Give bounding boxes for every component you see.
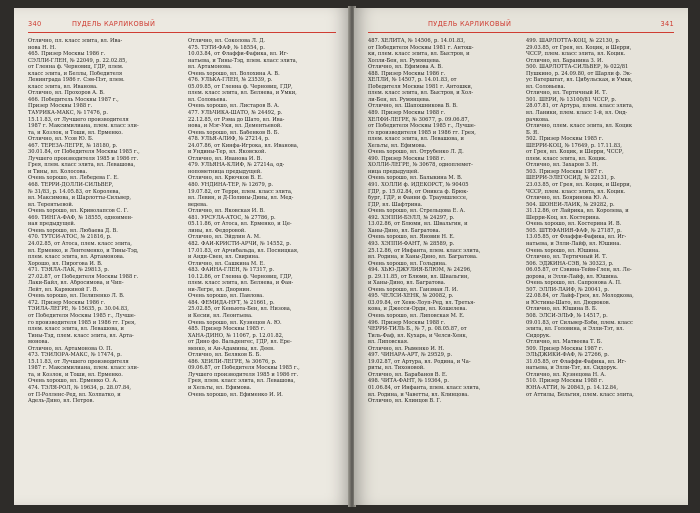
text-line: вл. Родина, и Чаветты, вл. Клинцова.	[368, 391, 469, 398]
text-line: 15.11.83, от Лучшего производителя	[28, 358, 129, 365]
text-line: 468. ТЕРРИ-ДОЛЛИ-СИЛЬВЕР,	[28, 182, 114, 189]
text-line: ЭЛЬДЖИКИ-ФАФ, № 27266, р.	[526, 352, 610, 359]
text-line: класс элита, и Беллы, Победителя	[28, 70, 123, 77]
text-line: 1987 г. Максимилиана, плем. класс эли-	[28, 365, 139, 372]
text-line: от Аттилы, Бельгия, плем. класс элита,	[526, 391, 634, 398]
text-line: Б. Я.	[526, 129, 539, 136]
text-line: натьева, и Элли-Тэт, вл. Сидорук.	[526, 365, 618, 372]
text-line: плем. класс элита, вл. Беляева, и Фан-	[188, 280, 294, 287]
text-line: Отлично, вл. Баранина З. И.	[526, 57, 604, 64]
text-line: Отлично, вл. Иванова И. В.	[188, 155, 263, 162]
text-line: ХЕЛЛИ, № 14507, р. 14.01.83, от	[368, 77, 457, 84]
text-line: 471. ТЭЯЛА-ЛАК, № 29813, р.	[28, 267, 109, 274]
text-line: ус Ватерштат, вл. Цибульская, и Умки,	[526, 77, 633, 84]
text-line: лины, вл. Федоровой.	[188, 227, 246, 234]
text-line: натьева, и Тины-Тэд, плем. класс элита,	[188, 57, 298, 64]
left-page-text	[28, 38, 336, 499]
text-line: 502. Призер Москвы 1985 г.	[526, 136, 604, 143]
text-line: вл. Липовская.	[368, 339, 409, 346]
text-line: 15.11.83, от Лучшего производителя	[28, 116, 129, 123]
text-line: Очень хорошо, вл. Отрубенко Л. Д.	[368, 149, 464, 156]
text-line: Отлично, вл. Усов Ю. Б.	[28, 136, 94, 143]
text-line: Очень хорошо, вл. Криволапсов С. Г.	[28, 208, 129, 215]
text-line: ХЕЛФИ-ЛЕГРЕ, № 30677, р. 09.06.87,	[368, 116, 470, 123]
right-page-number: 341	[660, 20, 674, 28]
text-line: Очень хорошо, вл. Кузнецов А. Ю.	[188, 319, 282, 326]
text-line: 13.05.85, от Флаффи-Фафика, вл. Иг-	[526, 234, 627, 241]
text-line: Очень хорошо, вл. Липовская М. Е.	[368, 312, 465, 319]
text-line: Отлично, вл. Клинцов В. Г.	[368, 398, 442, 405]
text-line: вл. Соловьева.	[188, 96, 228, 103]
text-line: Ханы-Дино, вл. Багратова.	[368, 227, 441, 234]
text-line: Адель-Дино, вл. Петров.	[28, 398, 95, 405]
text-line: Очень хорошо, вл. Любаева Д. В.	[28, 227, 118, 234]
text-line: 29.03.85, от Грея, вл. Коцик, и Шерри,	[526, 44, 632, 51]
text-line: Грея, плем. класс элита, вл. Левашова,	[188, 378, 296, 385]
text-line: Отлично, вл. Яковская И. В.	[188, 208, 265, 215]
text-line: и Анди-Свен, вл. Свирина.	[188, 254, 260, 261]
text-line: 501. ШЕРИ, № 13100/81 ЧССР, р.	[526, 96, 617, 103]
text-line: Грея, плем. класс элита, вл. Левашова,	[28, 162, 136, 169]
text-line: ХАНА-ДИНО, № 11067, р. 12.01.82,	[188, 332, 284, 339]
text-line: плем. класс элита, вл. Левашова, и	[368, 136, 464, 143]
text-line: от Грея, вл. Коцик, и Шерри, ЧССР,	[526, 149, 624, 156]
text-line: 03.09.84, от Хенк-Лоуп-Ред, вл. Третья-	[368, 299, 476, 306]
text-line: Отлично, пл. класс элита, вл. Ива-	[28, 38, 123, 44]
text-line: 17.01.83, от Арчибальда, вл. Посницкая,	[188, 247, 299, 254]
text-line: плем. класс элита, вл. Быстров, и Хол-	[368, 90, 474, 97]
text-line: 469. ТИНГА-ФАФ, № 18555, одноимен-	[28, 214, 133, 221]
text-line: Очень хорошо, вл. Стрельцова Е. А.	[368, 208, 466, 215]
text-line: Лучшего производителя 1985 и 1986 гг.	[188, 371, 299, 378]
text-line: 486. ХЕЙЛИ-ЛЕГРЕ, № 30676, р.	[188, 358, 277, 365]
text-line: 472. Призер Москвы 1986 г.	[28, 299, 106, 306]
text-line: 31.05.85, от Флаффи-Фафика, вл. Иг-	[526, 358, 627, 365]
text-line: го производителя 1985 и 1986 гг. Грея,	[368, 129, 476, 136]
text-line: та, и Козлок, и Тоши, вл. Ерменко.	[28, 371, 123, 378]
text-line: № 31/83, р. 14.05.83, от Королева,	[28, 188, 121, 195]
text-line: Отлично, вл. Бояринова Ю. А.	[526, 195, 609, 202]
text-line: Очень хорошо, вл. Пелипенко Л. В.	[28, 293, 125, 300]
text-line: кова, и Джесси-Орди, вл. Кошелева.	[368, 306, 468, 313]
text-line: от Гленна ф. Черновиц, ГДР, плем.	[28, 64, 124, 71]
text-line: 499. ШАРЛОТТА-КОЦ, № 22130, р.	[526, 38, 621, 44]
text-line: Сидорук.	[526, 332, 551, 339]
text-line: 483. ФАЙНА-ГЛЕН, № 17317, р.	[188, 267, 275, 274]
text-line: 493. ХЭППИ-ФАНТ, № 28589, р.	[368, 240, 455, 247]
text-line: р. 29.11.85, от Блюми, вл. Швальгин,	[368, 273, 470, 280]
text-line: 470. ТУТСИ-АТОС, № 21816, р.	[28, 234, 112, 241]
text-line: ЧЕРРИ-ТИЛЬ Б., № 7, р. 08.05.87, от	[368, 326, 467, 333]
text-line: 506. ЭДЖИНА-СЭВ, № 30323, р.	[526, 260, 614, 267]
left-page	[14, 8, 350, 505]
text-line: Лучшего производителя 1985 и 1986 гг.	[28, 155, 139, 162]
text-line: менко, и Ан-Адамины, вл. Деев.	[188, 345, 275, 352]
text-line: бург, ГДР, и Фанни ф. Траумшлессе,	[368, 195, 468, 202]
text-line: Очень хорошо, вл. Ефименко И. И.	[188, 391, 283, 398]
text-line: ни-Легре, вл. Дворнин.	[188, 286, 252, 293]
text-line: 507. ЭЛЛИ-ЛАЙФ, № 20041, р.	[526, 286, 610, 293]
left-column-2	[188, 38, 336, 398]
text-line: 30.01.84, от Победителя Москвы 1985 г.,	[28, 149, 140, 156]
text-line: Очень хорошо, вл. Бабенков В. Б.	[188, 129, 280, 136]
text-line: Отлично, вл. Крючков В. Е.	[188, 175, 263, 182]
text-line: 500. ШАРЛОТТА-СИЛЬВЕР, № 022/81	[526, 64, 629, 71]
text-line: ная предыдущей.	[28, 221, 76, 228]
text-line: 477. УЛЬЧИКА-ШАТО, № 24492, р.	[188, 110, 283, 117]
text-line: Лейт, вл. Карякиной Г. В.	[28, 286, 99, 293]
text-line: Очень хорошо, вл. Волохина А. В.	[188, 70, 280, 77]
text-line: 494. ХЬЮ-ДЖУЛИЯ-БЛЮМ, № 24296,	[368, 267, 472, 274]
text-line: 504. ШОНЕЙ-ЛАЙК, № 29282, р.	[526, 201, 615, 208]
text-line: 10.03.84, от Флаффи-Фафика, вл. Иг-	[188, 51, 289, 58]
text-line: ШЕРРИ-КОЦ, № 17649, р. 17.11.83,	[526, 142, 622, 149]
text-line: Холли-Бен, вл. Румянцева.	[368, 57, 441, 64]
text-line: 09.01.83, от Сильвер-Бэби, плем. класс	[526, 319, 633, 326]
right-running-title: ПУДЕЛЬ КАРЛИКОВЫЙ	[428, 20, 512, 28]
text-line: 27.02.87, от Победителя Москвы 1988 г.	[28, 273, 139, 280]
left-running-head	[28, 18, 336, 33]
text-line: ХОЛЛИ-ЛЕГРЕ, № 30678, одноплемет-	[368, 162, 473, 169]
text-line: ЮНА-АТТИ, № 20843, р. 14.12.84,	[526, 384, 618, 391]
text-line: 28.07.81, от Артура, плем. класс элита,	[526, 103, 634, 110]
text-line: вл. Соловьева.	[526, 83, 566, 90]
text-line: 01.06.84, от Инфанта, плем. класс элита,	[368, 384, 481, 391]
text-line: элита, вл. Головина, и Элли-Тэт, вл.	[526, 326, 625, 333]
right-page-text	[368, 38, 674, 499]
text-line: 497. ЧИНАРА-АРТ, № 29529, р.	[368, 352, 453, 359]
text-line: 465. Призер Москвы 1986 г.	[28, 51, 106, 58]
text-line: вл. Родина, и Ханы-Дино, вл. Багратова.	[368, 254, 478, 261]
text-line: и Тины, вл. Колосова.	[28, 168, 88, 175]
text-line: 31.12.86, от Лайрика, вл. Королева, и	[526, 208, 629, 215]
text-line: 490. Призер Москвы 1988 г.	[368, 155, 446, 162]
text-line: 13.02.86, от Блюми, вл. Швальгин, и	[368, 221, 468, 228]
text-line: Хорошо, вл. Пирогова И. В.	[28, 260, 103, 267]
text-line: и Юстины-Шато, вл. Дюдюков.	[526, 299, 611, 306]
text-line: Отлично, плем. класс элита, вл. Коцик	[526, 123, 633, 130]
text-line: 25.12.86, от Инфанта, плем. класс элита,	[368, 247, 481, 254]
text-line: Очень хорошо, вл. Павлова.	[188, 293, 264, 300]
text-line: 509. Призер Москвы 1987 г.	[526, 345, 604, 352]
text-line: Отлично, вл. Соколова Л. Д.	[188, 38, 266, 44]
text-line: Шерри-Коц, вл. Костерина.	[526, 214, 601, 221]
text-line: вл. Ерменко, и Лентеменко, и Тины-Тэд,	[28, 247, 139, 254]
text-line: 05.11.86, от Атоса, вл. Ерменко, и Це-	[188, 221, 292, 228]
text-line: 492. ХЭППИ-БЭЛЛ, № 24297, р.	[368, 214, 455, 221]
text-line: ведева.	[188, 201, 208, 208]
text-line: плем. класс элита, вл. Беляева, и Умки,	[188, 90, 297, 97]
text-line: ница предыдущей.	[368, 168, 419, 175]
text-line: Очень хорошо, вл. Яновин Н. Е.	[368, 234, 455, 241]
text-line: Очень хорошо, вл. Листаров В. А.	[188, 103, 280, 110]
text-line: 510. Призер Москвы 1988 г.	[526, 378, 604, 385]
text-line: ки, плем. класс элита, вл. Быстров, и	[368, 51, 470, 58]
text-line: 484. ФЕМИДА-НУТ, № 21661, р.	[188, 299, 275, 306]
text-line: Очень хорошо, вл. Балыкина М. В.	[368, 175, 463, 182]
text-line: Очень хорошо, вл. Сапронова А. П.	[526, 280, 622, 287]
text-line: 479. УЛЬЯНА-КЛИФ, № 27214а, од-	[188, 162, 285, 169]
text-line: Хельты, вл. Ефимова.	[368, 142, 427, 149]
text-line: Отлично, вл. Тертичный И. Т.	[526, 90, 608, 97]
text-line: Отлично, вл. Эйдлин А. М.	[188, 234, 261, 241]
text-line: 508. ЭЛСИ-ЭЛЬФ, № 14517, р.	[526, 312, 608, 319]
text-line: 485. Призер Москвы 1985 г.	[188, 326, 266, 333]
text-line: натьева, и Элли-Лайф, вл. Юшина.	[526, 240, 622, 247]
left-page-number: 340	[28, 20, 42, 28]
text-line: монова.	[28, 339, 50, 346]
text-line: 19.07.82, от Терри, плем. класс элита,	[188, 188, 293, 195]
text-line: нопометница предыдущей.	[188, 168, 262, 175]
text-line: Отлично, вл. Рыменко И. Н.	[368, 345, 445, 352]
text-line: Ленинграда 1986 г. Сэм-Пэт, плем.	[28, 77, 125, 84]
text-line: Очень хорошо, вл. Ерменко О. А.	[28, 378, 118, 385]
text-line: 495. ЧЕЛСИ-ХЕНК, № 20082, р.	[368, 293, 454, 300]
text-line: плем. класс элита, вл. Коцик.	[526, 155, 607, 162]
text-line: 496. Призер Москвы 1988 г.	[368, 319, 446, 326]
text-line: ШЕРРИ-ЭЛЕГОСИД, № 22131, р.	[526, 175, 616, 182]
text-line: Отлично, вл. Захаров З. Н.	[526, 162, 599, 169]
text-line: 22.12.85, от Рэма до Шато, вл. Ива-	[188, 116, 285, 123]
text-line: 19.02.87, от Артура, вл. Родина, и Ча-	[368, 358, 471, 365]
text-line: Отлично, вл. Матвеева Т. Б.	[526, 339, 603, 346]
text-line: 473. ТЭЙЛОРА-МАКС, № 17474, р.	[28, 352, 122, 359]
text-line: Очень хорошо, вл. Ганзман Л. И.	[368, 286, 458, 293]
text-line: 481. УРСУЛА-АТОС, № 27786, р.	[188, 214, 276, 221]
right-column-1	[368, 38, 516, 405]
text-line: та, и Козлок, и Тоши, вл. Ерменко.	[28, 129, 123, 136]
text-line: Отлично, вл. Беляков Б. Б.	[188, 352, 261, 359]
text-line: Отлично, вл. Сашкина М. Е.	[188, 260, 265, 267]
text-line: 487. ХЕЛИТА, № 14506, р. 14.01.83,	[368, 38, 466, 44]
text-line: Очень хорошо, вл. Лебедева Г. Е.	[28, 175, 119, 182]
text-line: плем. класс элита, вл. Артамонова.	[28, 254, 125, 261]
text-line: 482. ФАЙ-КРИСТИ-АРЧИ, № 14552, р.	[188, 240, 292, 247]
text-line: Лаки-Байл, вл. Абросимова, и Чип-	[28, 280, 124, 287]
text-line: Отлично, вл. Прохоров А. В.	[28, 90, 105, 97]
text-line: и Хельты, вл. Ефимова.	[188, 384, 252, 391]
text-line: Очень хорошо, вл. Костерина И. В.	[526, 221, 622, 228]
text-line: 25.02.85, от Кеньюта-Бен, вл. Низова,	[188, 306, 292, 313]
text-line: 05.09.85, от Гленна ф. Черновиц, ГДР,	[188, 83, 293, 90]
text-line: Победителя Москвы 1981 г. Антошки,	[368, 83, 473, 90]
right-column-2	[526, 38, 674, 398]
text-line: 480. УНДИНА-ТЕР, № 12679, р.	[188, 182, 274, 189]
text-line: СЭЛЛИ-ГЛЕН, № 22049, р. 22.02.85,	[28, 57, 128, 64]
text-line: вл. Левин, и Д-Полины-Дины, вл. Мед-	[188, 195, 294, 202]
text-line: 498. ЧИТА-ФАНТ, № 19364, р.	[368, 378, 449, 385]
text-line: 503. Призер Москвы 1987 г.	[526, 168, 604, 175]
text-line: ГДР, вл. Шафтрина.	[368, 201, 423, 208]
text-line: Тины-Тэд, плем. класс элита, вл. Арта-	[28, 332, 134, 339]
text-line: ГДР, р. 15.02.84, от Оникса ф. Брюк-	[368, 188, 469, 195]
left-column-1	[28, 38, 176, 405]
text-line: дорова, и Элли-Лайф, вл. Юшина.	[526, 273, 619, 280]
text-line: 24.07.86, от Кинфа-Игрока, вл. Иванова,	[188, 142, 299, 149]
text-line: от Победителя Москвы 1985 г., Лучше-	[28, 312, 136, 319]
text-line: Тиль-Фаф, вл. Кухарь, и Челси-Хенк,	[368, 332, 468, 339]
text-line: плем. класс элита, вл. Левашова, и	[28, 326, 124, 333]
text-line: вл. Артамонова.	[188, 64, 232, 71]
text-line: Отлично, вл. Артамонова О. П.	[28, 345, 113, 352]
text-line: Призер Москвы 1988 г.	[28, 103, 93, 110]
text-line: 467. ТЕРЕЗА-ЛЕГРЕ, № 18180, р.	[28, 142, 118, 149]
right-running-head	[368, 18, 674, 33]
text-line: Очень хорошо, вл. Юшина.	[526, 247, 600, 254]
text-line: 09.06.87, от Победителя Москвы 1985 г.,	[188, 365, 300, 372]
text-line: и Кесии, вл. Леонтьева.	[188, 312, 253, 319]
text-line: 491. ХОЛЛИ ф. ИДЕКОРСТ, № 90405	[368, 182, 469, 189]
text-line: 1987 г. Максимилиана, плем. класс эли-	[28, 123, 139, 130]
text-line: ТАУРИКА-МАКС, № 17476, р.	[28, 110, 108, 117]
text-line: и Ундины-Тер, вл. Яковской.	[188, 149, 267, 156]
text-line: Пушкино, р. 24.09.80, от Шарли ф. Эк-	[526, 70, 632, 77]
text-line: Очень хорошо, вл. Гольдина.	[368, 260, 447, 267]
text-line: 24.02.85, от Атоса, плем. класс элита,	[28, 240, 132, 247]
text-line: 488. Призер Москвы 1986 г.	[368, 70, 446, 77]
text-line: ТЭЙЛА-ЛЕГРЕ, № 15635, р. 30.04.83,	[28, 306, 129, 313]
text-line: 489. Призер Москвы 1988 г.	[368, 110, 446, 117]
text-line: ЧССР, плем. класс элита, вл. Коцик.	[526, 51, 626, 58]
text-line: рачкова.	[526, 116, 550, 123]
text-line: Отлично, вл. Кузнецова Н. А.	[526, 371, 606, 378]
text-line: нова Н. Н.	[28, 44, 56, 51]
text-line: 476. УЛЬКА-ГЛЕН, № 23539, р.	[188, 77, 273, 84]
text-line: 466. Победитель Москвы 1987 г.,	[28, 96, 119, 103]
text-line: Отлично, вл. Барабанов В. Е.	[368, 371, 448, 378]
text-line: Отлично, вл. Ефимова А. В.	[368, 64, 443, 71]
text-line: Отлично, вл. Тертичный И. Т.	[526, 254, 608, 261]
text-line: 06.05.87, от Сэвина-Тейм-Глен, вл. Ле-	[526, 267, 632, 274]
left-running-title: ПУДЕЛЬ КАРЛИКОВЫЙ	[72, 20, 156, 28]
text-line: ЧССР, плем. класс элита, вл. Коцик.	[526, 188, 626, 195]
text-line: от Дино фо. Вальденгес, ГДР, вл. Ере-	[188, 339, 292, 346]
text-line: 505. ШТЕФАНИЯ-ФАФ, № 27187, р.	[526, 227, 622, 234]
text-line: 474. ТЭЛЯ-РОЛ, № 19634, р. 28.07.84,	[28, 384, 132, 391]
text-line: Отлично, вл. Юшина В. Б.	[526, 306, 598, 313]
text-line: ли-Бен, вл. Румянцева.	[368, 96, 431, 103]
text-line: риты, вл. Тихоновой.	[368, 365, 425, 372]
text-line: вл. Терентьевой.	[28, 201, 74, 208]
text-line: 478. УЛЬЯ-АЛИФ, № 27214, р.	[188, 136, 270, 143]
text-line: от Победителя Москвы 1985 г., Лучше-	[368, 123, 476, 130]
text-line: от П-Ролленс-Ред, вл. Холпатко, и	[28, 391, 121, 398]
text-line: и Ханы-Дино, вл. Багратова.	[368, 280, 446, 287]
text-line: нова, и Мэг-Уки, вл. Дементьевой.	[188, 123, 282, 130]
text-line: класс элита, вл. Иванова.	[28, 83, 98, 90]
text-line: 23.03.85, от Грея, вл. Коцик, и Шерри,	[526, 182, 632, 189]
text-line: от Победителя Москвы 1981 г. Антош-	[368, 44, 474, 51]
text-line: 475. ТЭТИ-ФАФ, № 18554, р.	[188, 44, 265, 51]
right-page	[354, 8, 688, 505]
text-line: го производителя 1985 и 1986 гг. Грея,	[28, 319, 136, 326]
text-line: вл. Ланики, плем. класс 1-й, вл. Онд-	[526, 110, 628, 117]
text-line: 10.12.86, от Гленна ф. Черновиц, ГДР,	[188, 273, 293, 280]
text-line: Отлично, вл. Шапошникова В. В.	[368, 103, 458, 110]
text-line: вл. Максимова, и Шарлотты-Сильвер,	[28, 195, 132, 202]
text-line: 22.08.84, от Лайф-Грея, вл. Молодкова,	[526, 293, 634, 300]
